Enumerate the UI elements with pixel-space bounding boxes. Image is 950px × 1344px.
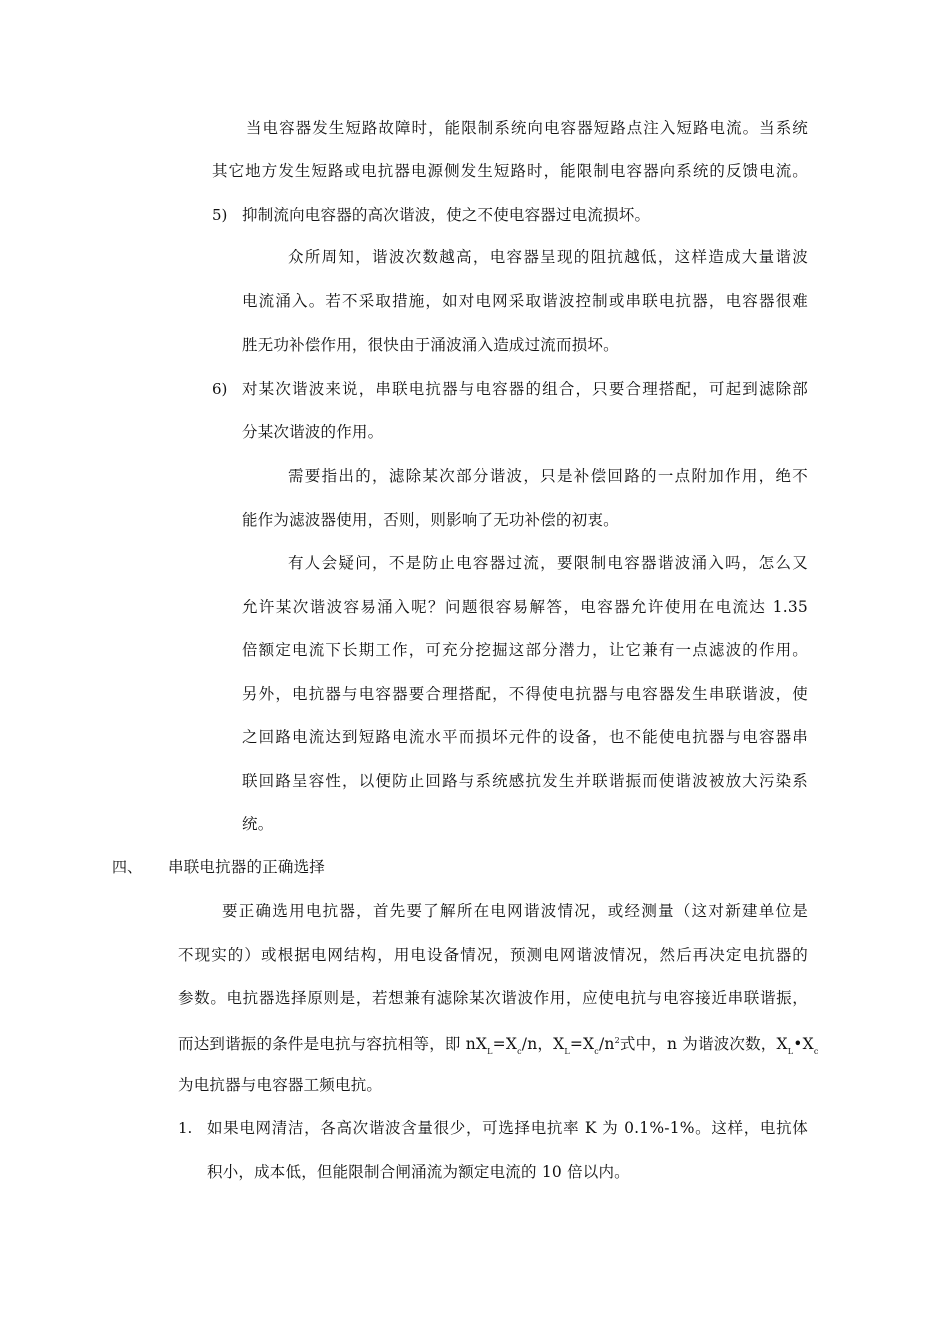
paragraph-line: 众所周知，谐波次数越高，电容器呈现的阻抗越低，这样造成大量谐波 [288,248,808,266]
paragraph-line: 胜无功补偿作用，很快由于涌波涌入造成过流而损坏。 [242,336,619,354]
paragraph-line: 另外，电抗器与电容器要合理搭配，不得使电抗器与电容器发生串联谐波，使 [242,685,808,703]
list-number: 6) [212,380,228,398]
section-number: 四、 [112,858,143,876]
list-item-text: 如果电网清洁，各高次谐波含量很少，可选择电抗率 K 为 0.1%-1%。这样，电抗体 [207,1119,808,1137]
paragraph-line: 能作为滤波器使用，否则，则影响了无功补偿的初衷。 [242,511,619,529]
paragraph-line: 允许某次谐波容易涌入呢？问题很容易解答，电容器允许使用在电流达 1.35 [242,598,808,616]
paragraph-line: 当电容器发生短路故障时，能限制系统向电容器短路点注入短路电流。当系统 [246,119,808,137]
paragraph-line: 参数。电抗器选择原则是，若想兼有滤除某次谐波作用，应使电抗与电容接近串联谐振， [178,989,808,1007]
paragraph-line: 倍额定电流下长期工作，可充分挖掘这部分潜力，让它兼有一点滤波的作用。 [242,641,808,659]
list-item-text: 抑制流向电容器的高次谐波，使之不使电容器过电流损坏。 [242,206,651,224]
paragraph-line: 要正确选用电抗器，首先要了解所在电网谐波情况，或经测量（这对新建单位是 [222,902,808,920]
paragraph-line: 其它地方发生短路或电抗器电源侧发生短路时，能限制电容器向系统的反馈电流。 [212,162,808,180]
list-item-text: 积小，成本低，但能限制合闸涌流为额定电流的 10 倍以内。 [207,1163,630,1181]
list-item-text: 分某次谐波的作用。 [242,423,384,441]
list-number: 1. [178,1119,193,1137]
paragraph-line: 联回路呈容性，以便防止回路与系统感抗发生并联谐振而使谐波被放大污染系 [242,772,808,790]
section-title: 串联电抗器的正确选择 [168,858,326,876]
formula-line: 而达到谐振的条件是电抗与容抗相等，即 $nX_L=X_c/n$，$X_L=X_c/n^2$式中，n 为谐波次数，$X_L•X_c$ [178,1035,819,1056]
paragraph-line: 不现实的）或根据电网结构，用电设备情况，预测电网谐波情况，然后再决定电抗器的 [178,946,808,964]
list-number: 5) [212,206,228,224]
paragraph-line: 电流涌入。若不采取措施，如对电网采取谐波控制或串联电抗器，电容器很难 [242,292,808,310]
paragraph-line: 为电抗器与电容器工频电抗。 [178,1076,383,1094]
paragraph-line: 需要指出的，滤除某次部分谐波，只是补偿回路的一点附加作用，绝不 [288,467,808,485]
paragraph-line: 有人会疑问，不是防止电容器过流，要限制电容器谐波涌入吗，怎么又 [288,554,808,572]
paragraph-line: 统。 [242,815,274,833]
list-item-text: 对某次谐波来说，串联电抗器与电容器的组合，只要合理搭配，可起到滤除部 [242,380,808,398]
paragraph-line: 之回路电流达到短路电流水平而损坏元件的设备，也不能使电抗器与电容器串 [242,728,808,746]
